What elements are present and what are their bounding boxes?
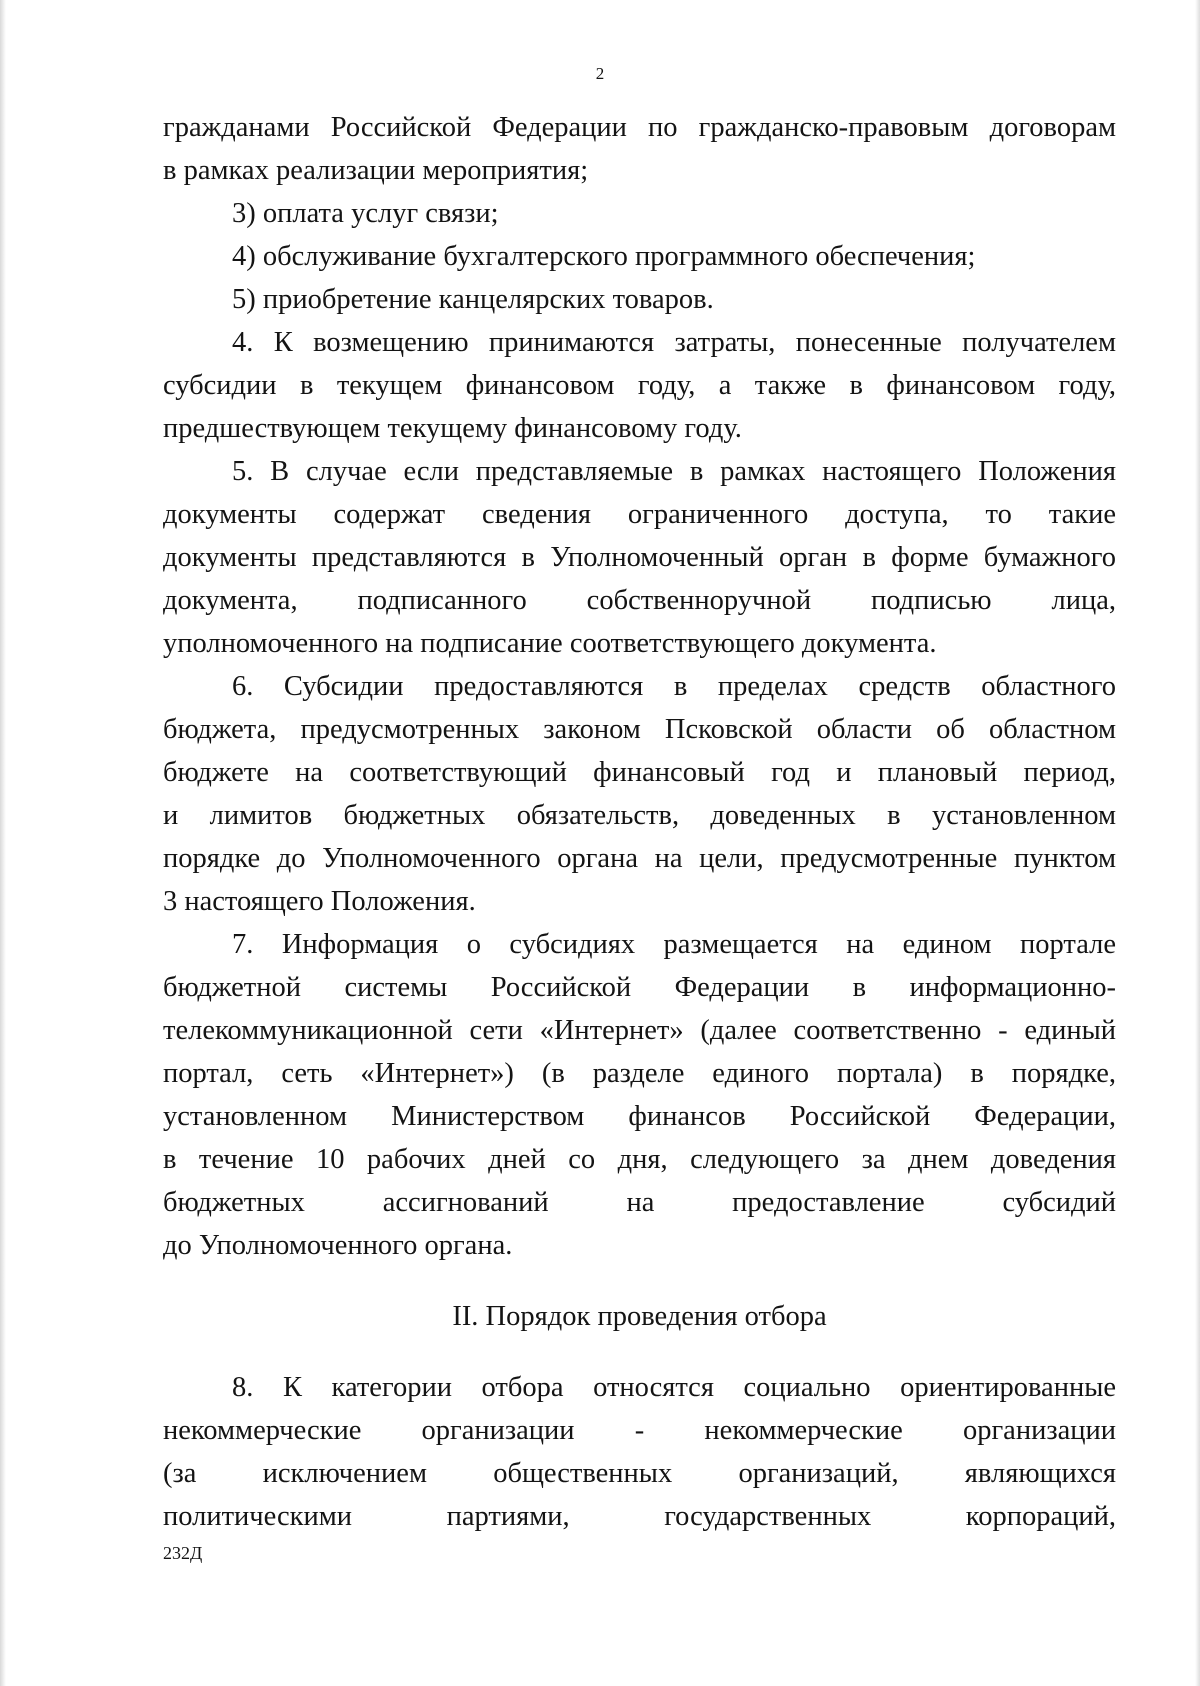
text-line: 3 настоящего Положения. <box>163 886 476 917</box>
text-line: 5. В случае если представляемые в рамках настоящего Положения <box>232 456 1116 487</box>
text-line: в течение 10 рабочих дней со дня, следующего за днем доведения <box>163 1144 1116 1175</box>
document-body <box>163 106 1116 1538</box>
text-line: бюджетных ассигнований на предоставление субсидий <box>163 1187 1116 1218</box>
text-line: 5) приобретение канцелярских товаров. <box>232 284 714 315</box>
text-line: (за исключением общественных организаций, являющихся <box>163 1458 1116 1489</box>
text-line: в рамках реализации мероприятия; <box>163 155 589 186</box>
paragraphs-section-2 <box>163 1366 1116 1538</box>
text-line: порядке до Уполномоченного органа на цели, предусмотренные пунктом <box>163 843 1116 874</box>
text-line: субсидии в текущем финансовом году, а также в финансовом году, <box>163 370 1116 401</box>
text-line: бюджетной системы Российской Федерации в информационно- <box>163 972 1116 1003</box>
text-line: уполномоченного на подписание соответствующего документа. <box>163 628 937 659</box>
text-line: бюджете на соответствующий финансовый год и плановый период, <box>163 757 1116 788</box>
paragraphs-section-1 <box>163 106 1116 1267</box>
text-line: и лимитов бюджетных обязательств, доведенных в установленном <box>163 800 1116 831</box>
text-line: предшествующем текущему финансовому году. <box>163 413 742 444</box>
text-line: документы содержат сведения ограниченного доступа, то такие <box>163 499 1116 530</box>
text-line: до Уполномоченного органа. <box>163 1230 513 1261</box>
text-line: 7. Информация о субсидиях размещается на едином портале <box>232 929 1116 960</box>
text-line: 6. Субсидии предоставляются в пределах средств областного <box>232 671 1116 702</box>
text-line: 4. К возмещению принимаются затраты, понесенные получателем <box>232 327 1116 358</box>
text-line: установленном Министерством финансов Российской Федерации, <box>163 1101 1116 1132</box>
text-line: политическими партиями, государственных корпораций, <box>163 1501 1116 1532</box>
page-number: 2 <box>595 64 605 83</box>
scan-edge-left <box>0 0 6 1686</box>
text-line: 3) оплата услуг связи; <box>232 198 499 229</box>
document-code: 232Д <box>163 1543 203 1563</box>
text-line: бюджета, предусмотренных законом Псковской области об областном <box>163 714 1116 745</box>
text-line: 4) обслуживание бухгалтерского программного обеспечения; <box>232 241 976 272</box>
text-line: портал, сеть «Интернет») (в разделе единого портала) в порядке, <box>163 1058 1116 1089</box>
text-line: гражданами Российской Федерации по гражданско-правовым договорам <box>163 112 1116 143</box>
text-line: документа, подписанного собственноручной подписью лица, <box>163 585 1116 616</box>
section-heading: II. Порядок проведения отбора <box>452 1301 827 1332</box>
text-line: некоммерческие организации - некоммерческие организации <box>163 1415 1116 1446</box>
text-line: документы представляются в Уполномоченный орган в форме бумажного <box>163 542 1116 573</box>
text-line: телекоммуникационной сети «Интернет» (далее соответственно - единый <box>163 1015 1116 1046</box>
scan-edge-right <box>1195 0 1200 1686</box>
text-line: 8. К категории отбора относятся социально ориентированные <box>232 1372 1116 1403</box>
